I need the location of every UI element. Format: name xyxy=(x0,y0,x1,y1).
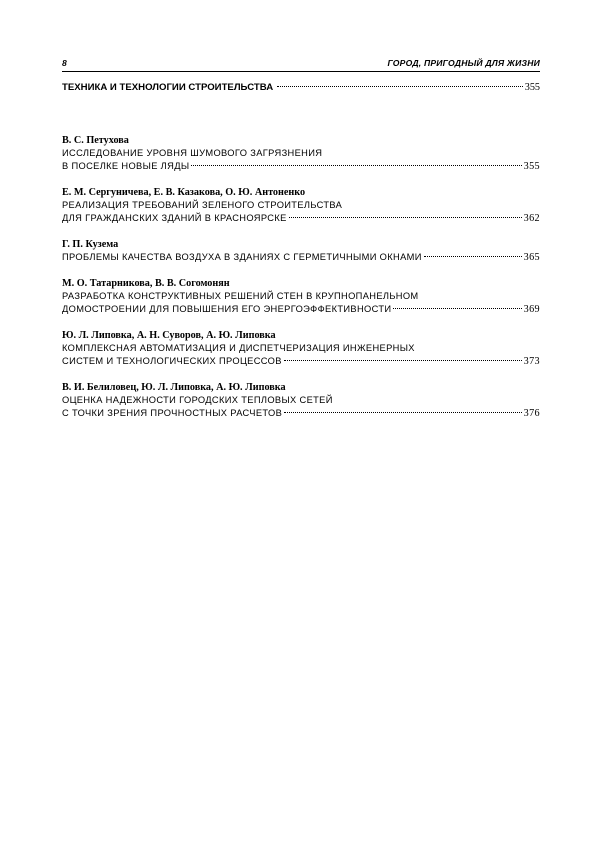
entry-title-line: РЕАЛИЗАЦИЯ ТРЕБОВАНИЙ ЗЕЛЕНОГО СТРОИТЕЛЬСТВА xyxy=(62,200,343,210)
entry-page-number: 376 xyxy=(523,408,540,419)
entry-title-line: КОМПЛЕКСНАЯ АВТОМАТИЗАЦИЯ И ДИСПЕТЧЕРИЗАЦИЯ ИНЖЕНЕРНЫХ xyxy=(62,343,415,353)
entry-title-last-line xyxy=(62,355,540,368)
entry-title-line: ДЛЯ ГРАЖДАНСКИХ ЗДАНИЙ В КРАСНОЯРСКЕ xyxy=(62,213,287,223)
entry-page-number: 362 xyxy=(523,213,540,224)
entry-authors: Г. П. Кузема xyxy=(62,239,119,250)
table-of-contents xyxy=(62,82,540,433)
entry-title-line: ОЦЕНКА НАДЕЖНОСТИ ГОРОДСКИХ ТЕПЛОВЫХ СЕТЕЙ xyxy=(62,395,333,405)
dot-leader xyxy=(277,86,523,87)
section-heading[interactable] xyxy=(62,82,540,94)
entry-title-line: ИССЛЕДОВАНИЕ УРОВНЯ ШУМОВОГО ЗАГРЯЗНЕНИЯ xyxy=(62,148,323,158)
entry-authors: Ю. Л. Липовка, А. Н. Суворов, А. Ю. Липовка xyxy=(62,330,276,341)
section-page-number: 355 xyxy=(524,82,540,93)
page-header xyxy=(62,58,540,72)
toc-entry[interactable] xyxy=(62,134,540,173)
entry-authors: В. И. Белиловец, Ю. Л. Липовка, А. Ю. Липовка xyxy=(62,382,286,393)
page-number: 8 xyxy=(62,58,67,68)
entry-page-number: 355 xyxy=(523,161,540,172)
entry-page-number: 373 xyxy=(523,356,540,367)
running-title: ГОРОД, ПРИГОДНЫЙ ДЛЯ ЖИЗНИ xyxy=(387,58,540,68)
entry-title-last-line xyxy=(62,160,540,173)
entry-title-line: РАЗРАБОТКА КОНСТРУКТИВНЫХ РЕШЕНИЙ СТЕН В КРУПНОПАНЕЛЬНОМ xyxy=(62,291,419,301)
entry-title-line: СИСТЕМ И ТЕХНОЛОГИЧЕСКИХ ПРОЦЕССОВ xyxy=(62,356,282,366)
entry-title-line: В ПОСЕЛКЕ НОВЫЕ ЛЯДЫ xyxy=(62,161,190,171)
header-rule xyxy=(62,71,540,72)
entry-title-line: С ТОЧКИ ЗРЕНИЯ ПРОЧНОСТНЫХ РАСЧЕТОВ xyxy=(62,408,283,418)
entry-title-last-line xyxy=(62,303,540,316)
toc-entry[interactable] xyxy=(62,186,540,225)
entry-authors: М. О. Татарникова, В. В. Согомонян xyxy=(62,278,230,289)
entry-title-line: ПРОБЛЕМЫ КАЧЕСТВА ВОЗДУХА В ЗДАНИЯХ С ГЕРМЕТИЧНЫМИ ОКНАМИ xyxy=(62,252,422,262)
entry-title-last-line xyxy=(62,407,540,420)
toc-entry[interactable] xyxy=(62,238,540,264)
dot-leader xyxy=(289,217,522,218)
dot-leader xyxy=(284,360,522,361)
dot-leader xyxy=(284,412,522,413)
entry-authors: В. С. Петухова xyxy=(62,135,129,146)
dot-leader xyxy=(393,308,521,309)
toc-entry[interactable] xyxy=(62,329,540,368)
toc-entry[interactable] xyxy=(62,277,540,316)
entry-title-last-line xyxy=(62,251,540,264)
entry-title-line: ДОМОСТРОЕНИИ ДЛЯ ПОВЫШЕНИЯ ЕГО ЭНЕРГОЭФФЕКТИВНОСТИ xyxy=(62,304,392,314)
entry-title-last-line xyxy=(62,212,540,225)
dot-leader xyxy=(424,256,522,257)
entry-authors: Е. М. Сергуничева, Е. В. Казакова, О. Ю. Антоненко xyxy=(62,187,306,198)
toc-entry[interactable] xyxy=(62,381,540,420)
entry-page-number: 365 xyxy=(523,252,540,263)
entry-page-number: 369 xyxy=(523,304,540,315)
dot-leader xyxy=(191,165,521,166)
section-title: ТЕХНИКА И ТЕХНОЛОГИИ СТРОИТЕЛЬСТВА xyxy=(62,82,274,93)
